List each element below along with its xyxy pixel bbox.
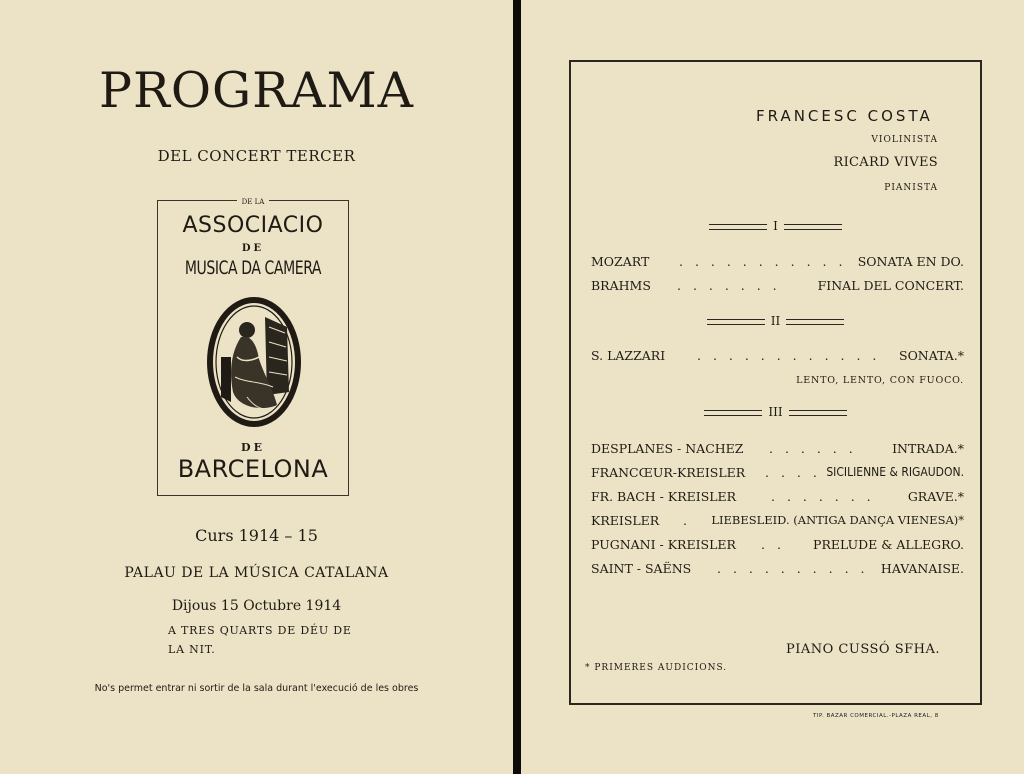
work-title: GRAVE.* <box>907 489 964 504</box>
emblem-city: BARCELONA <box>177 455 329 483</box>
work-title: PRELUDE & ALLEGRO. <box>813 537 964 552</box>
section-numeral: III <box>768 405 783 419</box>
program-title: PROGRAMA <box>98 62 414 119</box>
program-frame <box>569 60 982 705</box>
work-movements: LENTO, LENTO, CON FUOCO. <box>796 375 964 386</box>
leader-dots: . . . . . . . . . . . <box>679 254 847 269</box>
concert-subtitle: DEL CONCERT TERCER <box>157 147 356 165</box>
section-numeral: I <box>773 219 778 233</box>
printer-imprint: TIP. BAZAR COMERCIAL.-PLAZA REAL, 8 <box>813 713 939 719</box>
course-year: Curs 1914 – 15 <box>195 526 318 545</box>
venue: PALAU DE LA MÚSICA CATALANA <box>124 565 389 581</box>
concert-time-line-1: A TRES QUARTS DE DÉU DE <box>168 624 352 637</box>
right-page <box>521 0 1024 774</box>
work-title: HAVANAISE. <box>880 561 964 576</box>
premiere-footnote: * PRIMERES AUDICIONS. <box>585 663 728 673</box>
pianist-role: PIANISTA <box>884 183 938 193</box>
emblem-de-la: DE LA <box>237 198 270 206</box>
pianist-name: RICARD VIVES <box>833 155 938 170</box>
work-title: LIEBESLEID. (ANTIGA DANÇA VIENESA)* <box>711 513 964 527</box>
composer: SAINT - SAËNS <box>591 561 692 576</box>
emblem-de-2: DE <box>241 441 265 454</box>
work-title: SONATA EN DO. <box>857 254 964 269</box>
violinist-role: VIOLINISTA <box>871 135 938 145</box>
double-rule <box>784 224 842 230</box>
concert-date: Dijous 15 Octubre 1914 <box>171 598 342 614</box>
double-rule <box>709 224 767 230</box>
composer: BRAHMS <box>591 278 651 293</box>
composer: FRANCŒUR-KREISLER <box>591 465 746 480</box>
violinist-name: FRANCESC COSTA <box>756 107 933 125</box>
leader-dots: . . <box>761 537 785 552</box>
double-rule <box>707 319 765 325</box>
composer: FR. BACH - KREISLER <box>591 489 737 504</box>
association-emblem <box>157 200 349 496</box>
composer: PUGNANI - KREISLER <box>591 537 736 552</box>
emblem-association-name: ASSOCIACIO <box>182 213 324 238</box>
double-rule <box>704 410 762 416</box>
section-numeral: II <box>770 314 781 328</box>
concert-time-line-2: LA NIT. <box>168 643 216 656</box>
emblem-musica-da-camera: MUSICA DA CAMERA <box>184 257 322 279</box>
piano-credit: PIANO CUSSÓ SFHA. <box>786 642 940 657</box>
section-heading <box>571 219 980 233</box>
leader-dots: . . . . . . . . . . . . <box>697 348 881 363</box>
work-title: SONATA.* <box>899 348 964 363</box>
emblem-de-1: DE <box>241 243 265 254</box>
double-rule <box>789 410 847 416</box>
entry-notice: No's permet entrar ni sortir de la sala durant l'execució de les obres <box>94 683 419 694</box>
section-heading <box>571 314 980 328</box>
composer: MOZART <box>591 254 650 269</box>
composer: KREISLER <box>591 513 660 528</box>
section-heading <box>571 405 980 419</box>
leader-dots: . . . . . . <box>769 441 857 456</box>
leader-dots: . . . . . . . . . . <box>717 561 869 576</box>
composer: S. LAZZARI <box>591 348 666 363</box>
leader-dots: . . . . . . . <box>677 278 781 293</box>
work-title: FINAL DEL CONCERT. <box>817 278 964 293</box>
work-title: INTRADA.* <box>892 441 964 456</box>
double-rule <box>786 319 844 325</box>
composer: DESPLANES - NACHEZ <box>591 441 744 456</box>
leader-dots: . <box>683 513 691 528</box>
leader-dots: . . . . <box>765 465 821 480</box>
musician-medallion-illustration <box>207 297 301 427</box>
leader-dots: . . . . . . . <box>771 489 875 504</box>
work-title: SICILIENNE & RIGAUDON. <box>826 465 964 479</box>
